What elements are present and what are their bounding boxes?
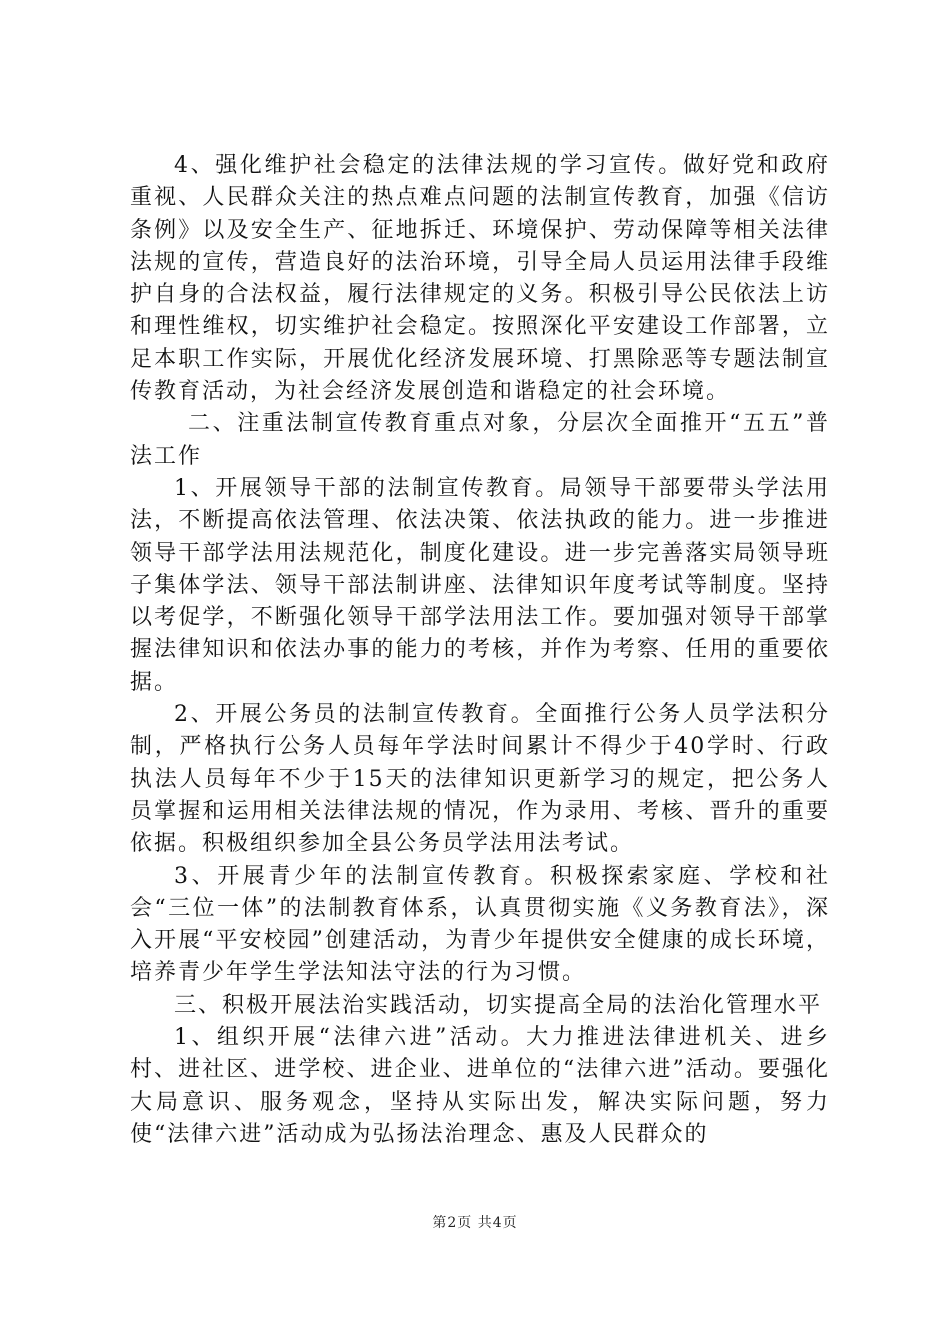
paragraph-youth: 3、开展青少年的法制宣传教育。积极探索家庭、学校和社会“三位一体”的法制教育体系，认真贯彻实施《义务教育法》，深入开展“平安校园”创建活动，为青少年提供安全健康的成长环境，培养青少年学生学法知法守法的行为习惯。 xyxy=(130,863,830,986)
section-heading-rule-of-law-practice: 三、积极开展法治实践活动，切实提高全局的法治化管理水平 xyxy=(174,992,823,1018)
page-number-footer: 第2页 共4页 xyxy=(432,1215,518,1231)
document-body xyxy=(130,150,830,1151)
section-heading-key-targets: 二、注重法制宣传教育重点对象，分层次全面推开“五五”普法工作 xyxy=(130,411,830,469)
paragraph-law-six-into: 1、组织开展“法律六进”活动。大力推进法律进机关、进乡村、进社区、进学校、进企业、进单位的“法律六进”活动。要强化大局意识、服务观念，坚持从实际出发，解决实际问题，努力使“法律六进”活动成为弘扬法治理念、惠及人民群众的 xyxy=(130,1025,830,1147)
paragraph-stability-law-publicity: 4、强化维护社会稳定的法律法规的学习宣传。做好党和政府重视、人民群众关注的热点难点问题的法制宣传教育，加强《信访条例》以及安全生产、征地拆迁、环境保护、劳动保障等相关法律法规的宣传，营造良好的法治环境，引导全局人员运用法律手段维护自身的合法权益，履行法律规定的义务。积极引导公民依法上访和理性维权，切实维护社会稳定。按照深化平安建设工作部署，立足本职工作实际，开展优化经济发展环境、打黑除恶等专题法制宣传教育活动，为社会经济发展创造和谐稳定的社会环境。 xyxy=(130,153,830,405)
paragraph-civil-servants: 2、开展公务员的法制宣传教育。全面推行公务人员学法积分制，严格执行公务人员每年学法时间累计不得少于40学时、行政执法人员每年不少于15天的法律知识更新学习的规定，把公务人员掌握和运用相关法律法规的情况，作为录用、考核、晋升的重要依据。积极组织参加全县公务员学法用法考试。 xyxy=(130,702,830,857)
paragraph-leading-cadres: 1、开展领导干部的法制宣传教育。局领导干部要带头学法用法，不断提高依法管理、依法决策、依法执政的能力。进一步推进领导干部学法用法规范化，制度化建设。进一步完善落实局领导班子集体学法、领导干部法制讲座、法律知识年度考试等制度。坚持以考促学，不断强化领导干部学法用法工作。要加强对领导干部掌握法律知识和依法办事的能力的考核，并作为考察、任用的重要依据。 xyxy=(130,475,830,695)
